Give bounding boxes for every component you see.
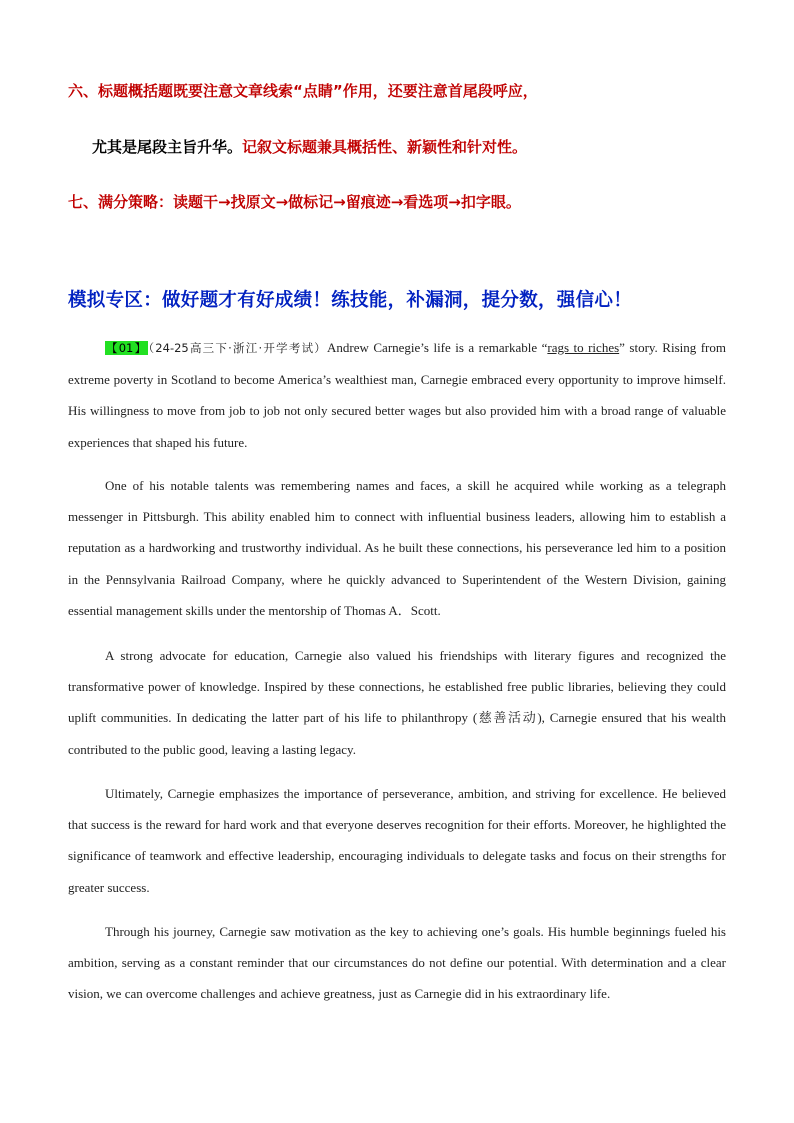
underlined-phrase: rags to riches	[547, 340, 620, 355]
passage-paragraph-4	[68, 778, 726, 903]
paragraph-3-text: A strong advocate for education, Carnegie also valued his friendships with literary figures and recognized the transformative power of knowledge. Inspired by these connections, he established free public libraries, believing they could uplift communities. In dedicating the latter part of his life to philanthropy (慈善活动), Carnegie ensured that his wealth contributed to the public good, leaving a lasting legacy.	[68, 648, 726, 757]
passage-paragraph-1	[68, 332, 726, 458]
paragraph-2-text: One of his notable talents was remembering names and faces, a skill he acquired while working as a telegraph messenger in Pittsburgh. This ability enabled him to connect with influential business leaders, allowing him to establish a reputation as a hardworking and trustworthy individual. As he built these connections, his perseverance led him to a position in the Pennsylvania Railroad Company, where he quickly advanced to Superintendent of the Western Division, gaining essential management skills under the mentorship of Thomas A．Scott.	[68, 478, 726, 618]
tip-seven: 七、满分策略：读题干→找原文→做标记→留痕迹→看选项→扣字眼。	[68, 193, 521, 211]
paragraph-1-start: Andrew Carnegie’s life is a remarkable “	[327, 340, 548, 355]
passage-paragraph-3	[68, 640, 726, 765]
tip-six-red-text: 记叙文标题兼具概括性、新颖性和针对性。	[242, 138, 528, 156]
paragraph-5-text: Through his journey, Carnegie saw motivation as the key to achieving one’s goals. His humble beginnings fueled his ambition, serving as a constant reminder that our circumstances do not define our potential. With determination and a clear vision, we can overcome challenges and achieve greatness, just as Carnegie did in his extraordinary life.	[68, 924, 726, 1002]
section-heading: 模拟专区：做好题才有好成绩！练技能，补漏洞，提分数，强信心！	[68, 290, 633, 311]
tip-six-line-2	[92, 136, 527, 157]
question-number-badge: 【01】	[106, 341, 148, 355]
paragraph-4-text: Ultimately, Carnegie emphasizes the importance of perseverance, ambition, and striving for excellence. He believed that success is the reward for hard work and that everyone deserves recognition for their efforts. Moreover, he highlighted the significance of teamwork and effective leadership, encouraging individuals to delegate tasks and focus on their strengths for greater success.	[68, 786, 726, 895]
passage-paragraph-5	[68, 916, 726, 1010]
passage-paragraph-2	[68, 470, 726, 626]
tip-six-black-text: 尤其是尾段主旨升华。	[92, 138, 243, 156]
paragraph-1-rest: ” story. Rising from extreme poverty in Scotland to become America’s wealthiest man, Carnegie embraced every opportunity to improve himself. His willingness to move from job to job not only secured better wages but also provided him with a broad range of valuable experiences that shaped his future.	[68, 340, 726, 450]
question-source: （24-25高三下·浙江·开学考试）	[148, 341, 328, 355]
tip-six-line-1: 六、标题概括题既要注意文章线索“点睛”作用，还要注意首尾段呼应，	[68, 82, 538, 100]
